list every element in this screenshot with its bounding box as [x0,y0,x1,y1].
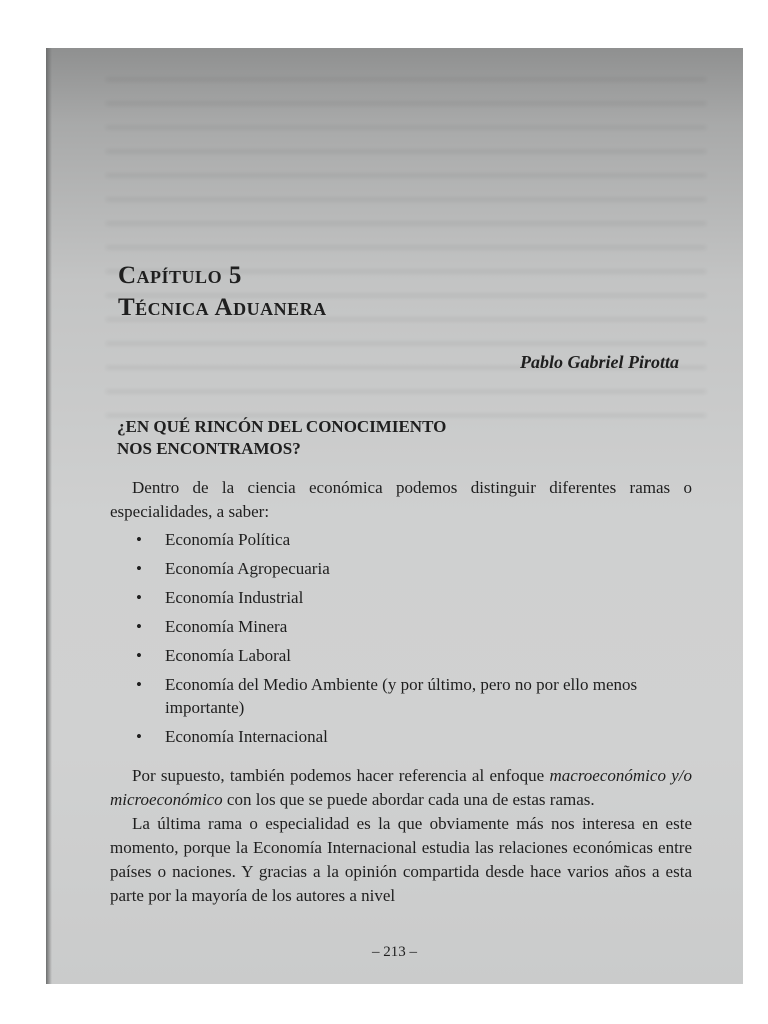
section-title-line-1: ¿EN QUÉ RINCÓN DEL CONOCIMIENTO [117,417,447,436]
branches-list [110,528,692,748]
body-text [110,476,692,908]
enfoque-text-before: Por supuesto, también podemos hacer referencia al enfoque [132,766,550,785]
page-photo [46,48,743,984]
section-title-line-2: NOS ENCONTRAMOS? [117,439,301,458]
bullet-icon: • [136,588,142,607]
bullet-icon: • [136,727,142,746]
list-item-label: Economía Internacional [165,727,328,746]
list-item [110,725,692,748]
list-item-label: Economía Agropecuaria [165,559,330,578]
chapter-title: Técnica Aduanera [118,294,327,321]
list-item-label: Economía Industrial [165,588,304,607]
list-item [110,557,692,580]
list-item [110,528,692,551]
page-number: – 213 – [372,944,417,960]
list-item [110,644,692,667]
chapter-heading [118,260,327,324]
author-name: Pablo Gabriel Pirotta [520,352,679,372]
list-item [110,615,692,638]
section-title [117,416,446,460]
bullet-icon: • [136,530,142,549]
enfoque-text-after: con los que se puede abordar cada una de estas ramas. [222,790,595,809]
enfoque-paragraph [110,764,692,812]
list-item-label: Economía Política [165,530,291,549]
list-item-label: Economía del Medio Ambiente (y por último, pero no por ello menos importante) [165,675,638,717]
intro-paragraph: Dentro de la ciencia económica podemos distinguir diferentes ramas o especialidades, a saber: [110,478,692,521]
bullet-icon: • [136,675,142,694]
list-item-label: Economía Minera [165,617,288,636]
bullet-icon: • [136,646,142,665]
list-item [110,586,692,609]
list-item-label: Economía Laboral [165,646,292,665]
list-item [110,673,692,719]
book-page [46,48,743,984]
enfoque-emphasis: macroeconómico y/o microeconómico [110,766,692,809]
economia-internacional-paragraph: La última rama o especialidad es la que obviamente más nos interesa en este momento, porque la Economía Internacional estudia las relaciones económicas entre países o naciones. Y gracias a la opinión compartida desde hace varios años a esta parte por la mayoría de los autores a nivel [110,814,692,905]
chapter-number: Capítulo 5 [118,262,242,289]
bullet-icon: • [136,559,142,578]
bullet-icon: • [136,617,142,636]
